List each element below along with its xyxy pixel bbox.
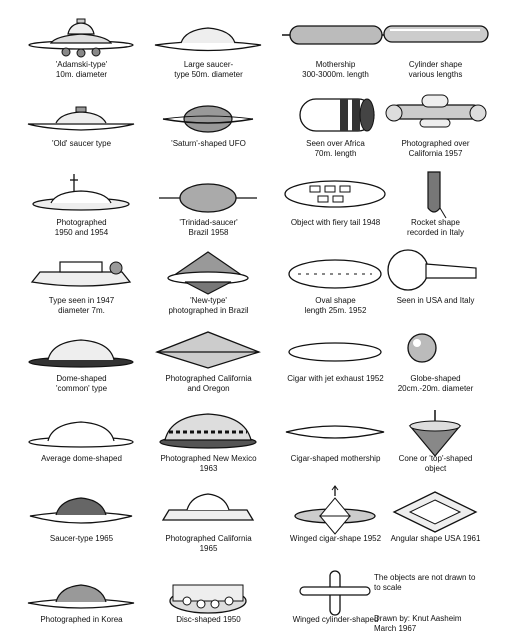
type-1947-caption: Type seen in 1947 diameter 7m. [48,296,115,315]
figure-california-1965 [145,482,272,562]
photo-1950-1954-caption: Photographed 1950 and 1954 [54,218,109,237]
average-dome-drawing [26,406,137,454]
figure-saturn [145,87,272,167]
california-oregon-drawing [153,326,264,374]
figure-korea [18,563,145,643]
california-1957-drawing [380,91,491,139]
old-saucer-caption: 'Old' saucer type [51,139,112,148]
scale-note: The objects are not drawn to to scale [374,573,476,592]
oval-caption: Oval shape length 25m. 1952 [304,296,367,315]
california-1965-caption: Photographed California 1965 [165,534,252,553]
disc-1950-drawing [153,567,264,615]
figure-new-type [145,244,272,324]
adamski-drawing [26,12,137,60]
korea-caption: Photographed in Korea [40,615,123,624]
figure-angular [372,482,499,562]
large-saucer-drawing [153,12,264,60]
old-saucer-drawing [26,91,137,139]
saturn-drawing [153,91,264,139]
figure-photo-1950-1954 [18,166,145,246]
large-saucer-caption: Large saucer- type 50m. diameter [174,60,243,79]
dome-common-drawing [26,326,137,374]
trinidad-caption: 'Trinidad-saucer' Brazil 1958 [179,218,238,237]
figure-disc-1950 [145,563,272,643]
figure-cone [372,402,499,482]
new-mexico-caption: Photographed New Mexico 1963 [160,454,257,473]
saucer-1965-drawing [26,486,137,534]
cigar-mothership-caption: Cigar-shaped mothership [290,454,381,463]
photo-1950-1954-drawing [26,170,137,218]
mothership-caption: Mothership 300-3000m. length [302,60,369,79]
figure-type-1947 [18,244,145,324]
angular-caption: Angular shape USA 1961 [390,534,481,543]
figure-new-mexico [145,402,272,482]
disc-1950-caption: Disc-shaped 1950 [176,615,241,624]
new-type-drawing [153,248,264,296]
california-1965-drawing [153,486,264,534]
cone-caption: Cone or 'top'-shaped object [398,454,473,473]
figure-dome-common [18,322,145,402]
new-mexico-drawing [153,406,264,454]
california-1957-caption: Photographed over California 1957 [401,139,470,158]
cone-drawing [380,406,491,454]
credit-note: Drawn by: Knut Aasheim March 1967 [374,614,462,633]
figure-california-oregon [145,322,272,402]
korea-drawing [26,567,137,615]
usa-italy-caption: Seen in USA and Italy [396,296,475,305]
figure-usa-italy [372,244,499,324]
fiery-tail-caption: Object with fiery tail 1948 [290,218,381,227]
saturn-caption: 'Saturn'-shaped UFO [171,139,246,148]
africa-caption: Seen over Africa 70m. length [306,139,365,158]
cigar-jet-caption: Cigar with jet exhaust 1952 [287,374,384,383]
figure-adamski [18,8,145,88]
figure-trinidad [145,166,272,246]
figure-saucer-1965 [18,482,145,562]
usa-italy-drawing [380,248,491,296]
dome-common-caption: Dome-shaped 'common' type [55,374,108,393]
rocket-drawing [380,170,491,218]
saucer-1965-caption: Saucer-type 1965 [49,534,114,543]
type-1947-drawing [26,248,137,296]
globe-drawing [380,326,491,374]
winged-cigar-caption: Winged cigar-shape 1952 [289,534,382,543]
adamski-caption: 'Adamski-type' 10m. diameter [55,60,108,79]
figure-large-saucer [145,8,272,88]
angular-drawing [380,486,491,534]
globe-caption: Globe-shaped 20cm.-20m. diameter [397,374,474,393]
figure-rocket [372,166,499,246]
cylinder-caption: Cylinder shape various lengths [408,60,463,79]
figure-california-1957 [372,87,499,167]
cylinder-drawing [380,12,491,60]
winged-cylinder-caption: Winged cylinder-shaped [292,615,379,624]
rocket-caption: Rocket shape recorded in Italy [407,218,464,237]
figure-old-saucer [18,87,145,167]
new-type-caption: 'New-type' photographed in Brazil [168,296,249,315]
trinidad-drawing [153,170,264,218]
figure-average-dome [18,402,145,482]
figure-cylinder [372,8,499,88]
figure-globe [372,322,499,402]
average-dome-caption: Average dome-shaped [41,454,122,463]
california-oregon-caption: Photographed California and Oregon [165,374,252,393]
